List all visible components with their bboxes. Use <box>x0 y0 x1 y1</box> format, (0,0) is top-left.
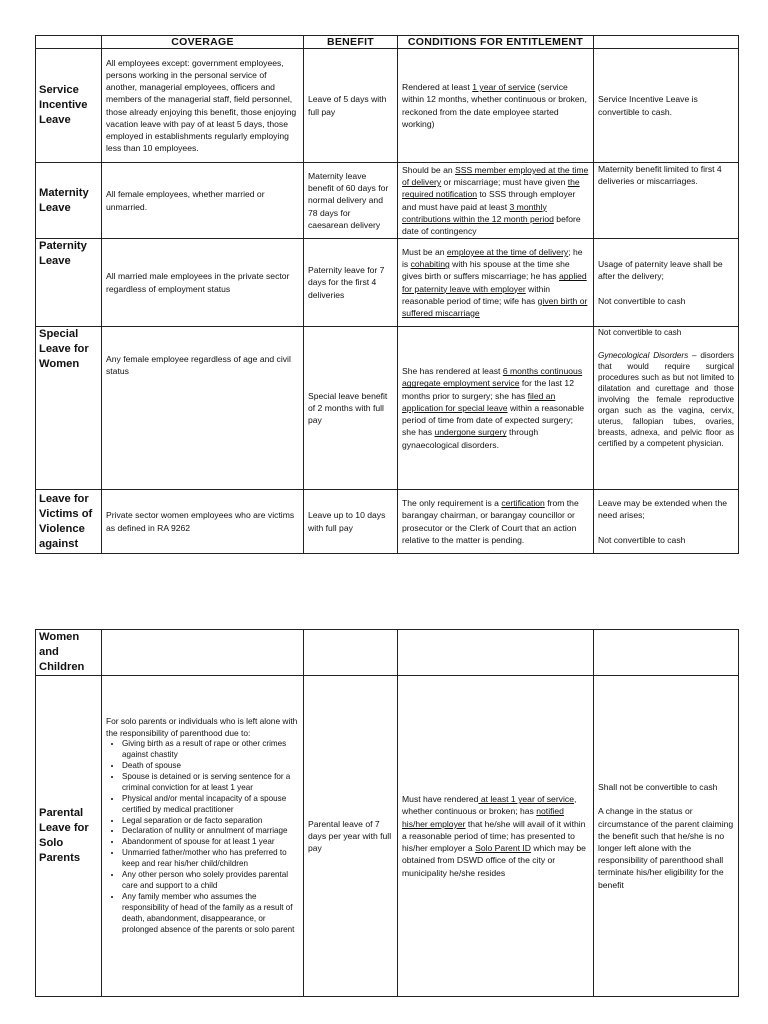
header-blank <box>36 36 102 49</box>
header-conditions: CONDITIONS FOR ENTITLEMENT <box>398 36 594 49</box>
conditions-cell: Rendered at least 1 year of service (service within 12 months, whether continuous or broken, reckoned from the date employee started working) <box>398 49 594 163</box>
benefit-cell: Paternity leave for 7 days for the first 4 deliveries <box>304 239 398 327</box>
table-row <box>36 49 739 163</box>
list-item: • Declaration of nullity or annulment of marriage <box>122 826 299 837</box>
list-item: • Physical and/or mental incapacity of a spouse certified by medical practitioner <box>122 794 299 816</box>
remarks-cell: Service Incentive Leave is convertible to cash. <box>594 49 739 163</box>
conditions-cell: Should be an SSS member employed at the time of delivery or miscarriage; must have given the required notification to SSS through employer and must have paid at least 3 monthly contributions within the 12 month period before date of contingency <box>398 163 594 239</box>
benefit-cell: Leave up to 10 days with full pay <box>304 490 398 554</box>
conditions-cell: The only requirement is a certification from the barangay chairman, or barangay councillor or prosecutor or the Clerk of Court that an action relative to the matter is pending. <box>398 490 594 554</box>
empty-cell <box>102 630 304 676</box>
benefit-cell: Parental leave of 7 days per year with full pay <box>304 676 398 997</box>
header-coverage: COVERAGE <box>102 36 304 49</box>
conditions-cell: She has rendered at least 6 months continuous aggregate employment service for the last 12 months prior to surgery; she has filed an application for special leave within a reasonable period of time from date of expected surgery; she has undergone surgery through gynaecological disorders. <box>398 327 594 490</box>
row-title: Women and Children <box>36 630 102 676</box>
remarks-cell: Leave may be extended when the need arises; Not convertible to cash <box>594 490 739 554</box>
list-item: • Legal separation or de facto separation <box>122 816 299 827</box>
table-row <box>36 327 739 490</box>
coverage-cell: All married male employees in the private sector regardless of employment status <box>102 239 304 327</box>
table-row <box>36 239 739 327</box>
list-item: • Unmarried father/mother who has preferred to keep and rear his/her child/children <box>122 848 299 870</box>
benefit-cell: Special leave benefit of 2 months with full pay <box>304 327 398 490</box>
row-title: Maternity Leave <box>36 163 102 239</box>
row-title: Leave for Victims of Violence against <box>36 490 102 554</box>
header-benefit: BENEFIT <box>304 36 398 49</box>
empty-cell <box>594 630 739 676</box>
row-title: Paternity Leave <box>36 239 102 327</box>
remarks-cell: Maternity benefit limited to first 4 deliveries or miscarriages. <box>594 163 739 239</box>
table-header-row <box>36 36 739 49</box>
row-title: Special Leave for Women <box>36 327 102 490</box>
conditions-cell: Must have rendered at least 1 year of service, whether continuous or broken; has notified his/her employer that he/she will avail of it within a reasonable period of time; has presented to his/her employer a Solo Parent ID which may be obtained from DSWD office of the city or municipality he/she resides <box>398 676 594 997</box>
table-row <box>36 630 739 676</box>
table-row <box>36 676 739 997</box>
remarks-cell: Shall not be convertible to cash A change in the status or circumstance of the parent claiming the benefit such that he/she is no longer left alone with the responsibility of parenthood shall terminate his/her eligibility for the benefit <box>594 676 739 997</box>
coverage-cell: All employees except: government employees, persons working in the personal service of another, managerial employees, officers and members of the managerial staff, field personnel, those already enjoying this benefit, those enjoying vacation leave with pay of at least 5 days, those employed in establishments regularly employing less than 10 employees. <box>102 49 304 163</box>
conditions-cell: Must be an employee at the time of delivery; he is cohabiting with his spouse at the time she gives birth or suffers miscarriage; he has applied for paternity leave with employer within reasonable period of time; wife has given birth or suffered miscarriage <box>398 239 594 327</box>
empty-cell <box>304 630 398 676</box>
coverage-cell: All female employees, whether married or unmarried. <box>102 163 304 239</box>
table-row <box>36 490 739 554</box>
leave-benefits-table-continued <box>35 629 739 997</box>
empty-cell <box>398 630 594 676</box>
header-remarks-blank <box>594 36 739 49</box>
row-title: Parental Leave for Solo Parents <box>36 676 102 997</box>
benefit-cell: Leave of 5 days with full pay <box>304 49 398 163</box>
list-item: • Giving birth as a result of rape or other crimes against chastity <box>122 739 299 761</box>
remarks-cell: Not convertible to cash Gynecological Disorders – disorders that would require surgical procedures such as but not limited to dilatation and curettage and those involving the female reproductive organ such as the vagina, cervix, uterus, fallopian tubes, ovaries, breasts, adnexa, and pelvic floor as certified by a competent physician. <box>594 327 739 490</box>
list-item: • Abandonment of spouse for at least 1 year <box>122 837 299 848</box>
list-item: • Any family member who assumes the responsibility of head of the family as a result of death, abandonment, disappearance, or prolonged absence of the parents or solo parent <box>122 892 299 936</box>
list-item: • Any other person who solely provides parental care and support to a child <box>122 870 299 892</box>
coverage-list <box>106 739 299 935</box>
remarks-cell: Usage of paternity leave shall be after the delivery; Not convertible to cash <box>594 239 739 327</box>
table-row <box>36 163 739 239</box>
row-title: Service Incentive Leave <box>36 49 102 163</box>
coverage-intro: For solo parents or individuals who is left alone with the responsibility of parenthood due to: <box>106 716 298 738</box>
list-item: • Death of spouse <box>122 761 299 772</box>
coverage-cell: Any female employee regardless of age and civil status <box>102 327 304 490</box>
coverage-cell: Private sector women employees who are victims as defined in RA 9262 <box>102 490 304 554</box>
leave-benefits-table <box>35 35 739 554</box>
coverage-cell <box>102 676 304 997</box>
list-item: • Spouse is detained or is serving sentence for a criminal conviction for at least 1 year <box>122 772 299 794</box>
benefit-cell: Maternity leave benefit of 60 days for normal delivery and 78 days for caesarean delivery <box>304 163 398 239</box>
